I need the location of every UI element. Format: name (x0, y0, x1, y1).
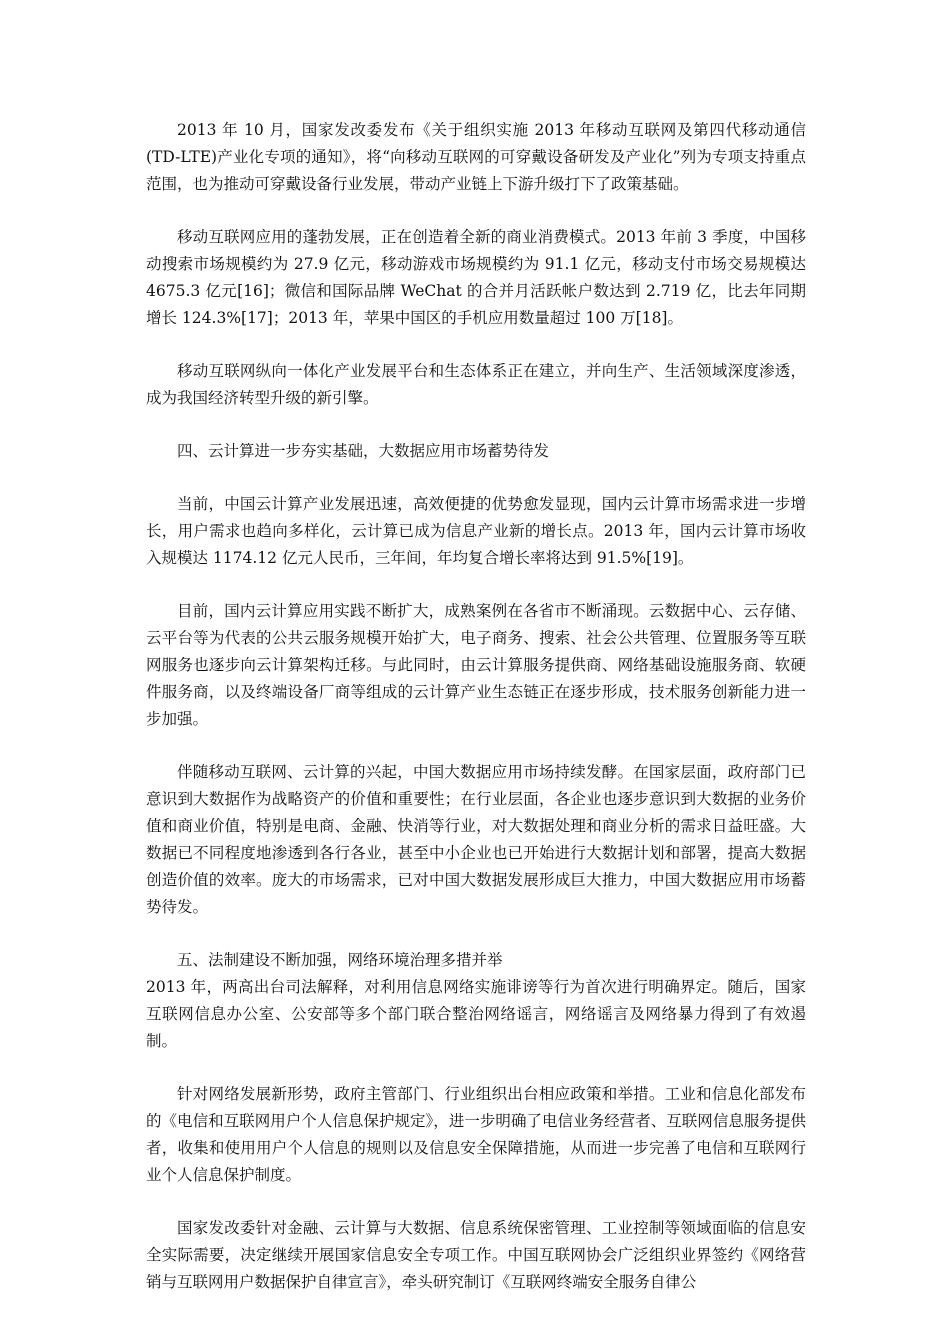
paragraph-mobile-internet-market: 移动互联网应用的蓬勃发展，正在创造着全新的商业消费模式。2013 年前 3 季度，中国移动搜索市场规模约为 27.9 亿元，移动游戏市场规模约为 91.1 亿元，移动支付市场交易规模达 4675.3 亿元[16]；微信和国际品牌 WeChat 的合并月活跃帐户数达到 2.719 亿，比去年同期增长 124.3%[17]；2013 年，苹果中国区的手机应用数量超过 100 万[18]。 (146, 228, 806, 327)
document-page (146, 117, 806, 1296)
paragraph-judicial-interpretation: 2013 年，两高出台司法解释，对利用信息网络实施诽谤等行为首次进行明确界定。随后，国家互联网信息办公室、公安部等多个部门联合整治网络谣言，网络谣言及网络暴力得到了有效遏制。 (146, 978, 806, 1050)
paragraph-personal-info-protection: 针对网络发展新形势，政府主管部门、行业组织出台相应政策和举措。工业和信息化部发布的《电信和互联网用户个人信息保护规定》，进一步明确了电信业务经营者、互联网信息服务提供者，收集和使用用户个人信息的规则以及信息安全保障措施，从而进一步完善了电信和互联网行业个人信息保护制度。 (146, 1085, 806, 1184)
paragraph-mobile-internet-ecosystem: 移动互联网纵向一体化产业发展平台和生态体系正在建立，并向生产、生活领域深度渗透，成为我国经济转型升级的新引擎。 (146, 362, 806, 407)
paragraph-big-data: 伴随移动互联网、云计算的兴起，中国大数据应用市场持续发酵。在国家层面，政府部门已意识到大数据作为战略资产的价值和重要性；在行业层面，各企业也逐步意识到大数据的业务价值和商业价值，特别是电商、金融、快消等行业，对大数据处理和商业分析的需求日益旺盛。大数据已不同程度地渗透到各行各业，甚至中小企业也已开始进行大数据计划和部署，提高大数据创造价值的效率。庞大的市场需求，已对中国大数据发展形成巨大推力，中国大数据应用市场蓄势待发。 (146, 763, 806, 916)
paragraph-policy-wearables: 2013 年 10 月，国家发改委发布《关于组织实施 2013 年移动互联网及第四代移动通信(TD-LTE)产业化专项的通知》，将“向移动互联网的可穿戴设备研发及产业化”列为专项支持重点范围，也为推动可穿戴设备行业发展，带动产业链上下游升级打下了政策基础。 (146, 121, 806, 193)
section-heading-legal-construction: 五、法制建设不断加强，网络环境治理多措并举 (177, 951, 503, 969)
section-heading-cloud-computing: 四、云计算进一步夯实基础，大数据应用市场蓄势待发 (177, 442, 550, 460)
paragraph-cloud-applications: 目前，国内云计算应用实践不断扩大，成熟案例在各省市不断涌现。云数据中心、云存储、云平台等为代表的公共云服务规模开始扩大，电子商务、搜索、社会公共管理、位置服务等互联网服务也逐步向云计算架构迁移。与此同时，由云计算服务提供商、网络基础设施服务商、软硬件服务商，以及终端设备厂商等组成的云计算产业生态链正在逐步形成，技术服务创新能力进一步加强。 (146, 602, 806, 728)
paragraph-info-security: 国家发改委针对金融、云计算与大数据、信息系统保密管理、工业控制等领域面临的信息安全实际需要，决定继续开展国家信息安全专项工作。中国互联网协会广泛组织业界签约《网络营销与互联网用户数据保护自律宣言》，牵头研究制订《互联网终端安全服务自律公 (146, 1219, 806, 1291)
paragraph-cloud-growth: 当前，中国云计算产业发展迅速，高效便捷的优势愈发显现，国内云计算市场需求进一步增长，用户需求也趋向多样化，云计算已成为信息产业新的增长点。2013 年，国内云计算市场收入规模达 1174.12 亿元人民币，三年间，年均复合增长率将达到 91.5%[19]。 (146, 495, 806, 567)
